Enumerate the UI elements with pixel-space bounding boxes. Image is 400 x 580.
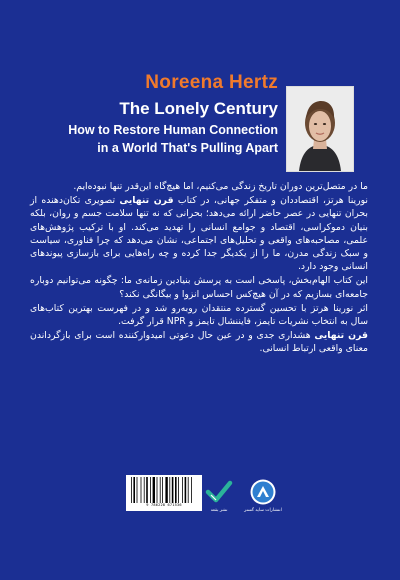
blurb-text: هشداری جدی و در عین حال دعوتی امیدوارکننده است برای بازگرداندن معنای واقعی ارتباط انسانی.: [30, 330, 368, 355]
publisher-emblem-logo-icon: [246, 478, 280, 506]
author-name: Noreena Hertz: [145, 72, 278, 93]
book-title: The Lonely Century: [119, 99, 278, 118]
publisher-1-name: نشر بقعه: [210, 508, 228, 513]
barcode-number: 9 786228 671536: [146, 503, 182, 507]
author-photo: [286, 86, 354, 172]
blurb-paragraph-3: این کتاب الهام‌بخش، پاسخی است به پرسش بنیادین زمانه‌ی ما: چگونه می‌توانیم دوباره جامعه‌ای بسازیم که در آن هیچ‌کس احساس انزوا و بیگانگی نکند؟: [30, 275, 368, 300]
blurb-paragraph-1: ما در متصل‌ترین دوران تاریخ زندگی می‌کنیم، اما هیچ‌گاه این‌قدر تنها نبوده‌ایم.: [73, 181, 368, 192]
back-cover-blurb: [30, 180, 368, 357]
blurb-paragraph-5: [30, 329, 368, 355]
publisher-check-logo-icon: [205, 478, 233, 506]
isbn-barcode: [126, 475, 202, 511]
subtitle-line-2: in a World That's Pulling Apart: [97, 141, 278, 155]
blurb-text: نورینا هرتز، اقتصاددان و متفکر جهانی، در کتاب: [173, 195, 368, 207]
blurb-paragraph-4: اثر نورینا هرتز با تحسین گسترده منتقدان روبه‌رو شد و در فهرست بهترین کتاب‌های سال به انتخاب نشریات تایمز، فایننشال تایمز و NPR قرار گرفت.: [30, 302, 368, 328]
barcode-icon: [129, 477, 199, 503]
author-portrait-icon: [287, 87, 353, 171]
book-subtitle: [68, 121, 278, 157]
book-title-inline: قرن تنهایی: [314, 330, 368, 342]
subtitle-line-1: How to Restore Human Connection: [68, 123, 278, 137]
blurb-paragraph-2: [30, 194, 368, 273]
publisher-2-name: انتشارات سایه گستر: [244, 508, 282, 513]
blurb-text: تصویری تکان‌دهنده از بحران تنهایی در عصر حاضر ارائه می‌دهد؛ بحرانی که نه تنها سلامت جسم و روان، بلکه بنیان دموکراسی، اقتصاد و جوامع انسانی را تهدید می‌کند. او با ترکیب پژوهش‌های علمی، مصاحبه‌های واقعی و تحلیل‌های اجتماعی، نشان می‌دهد که چرا فناوری، سیاست و سبک زندگی مدرن، ما را از یکدیگر جدا کرده و چه راه‌هایی برای بازسازی پیوندهای انسانی وجود دارد.: [30, 195, 368, 273]
book-title-inline: قرن تنهایی: [119, 195, 174, 207]
